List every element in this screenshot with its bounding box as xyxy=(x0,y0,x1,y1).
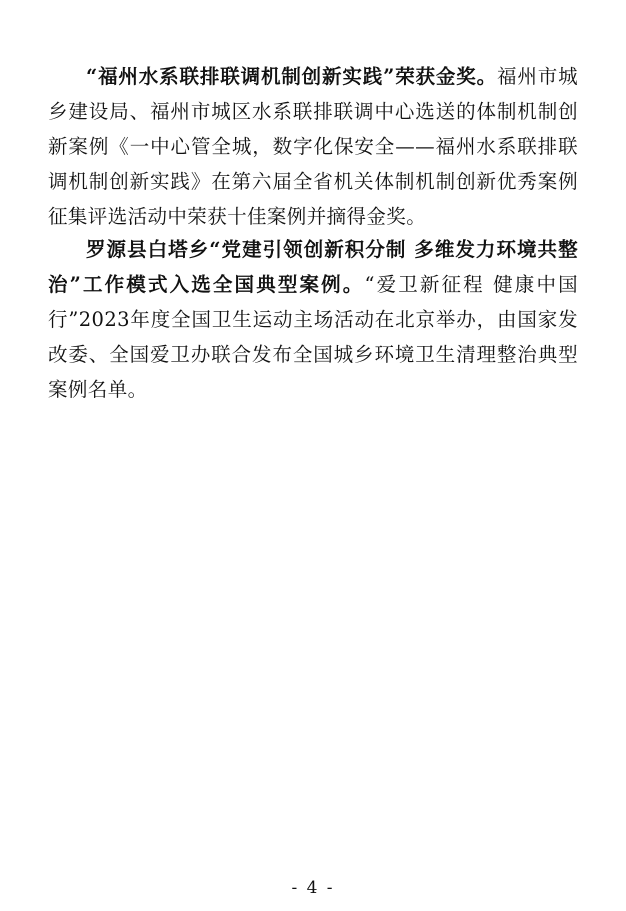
paragraph-heading: 罗源县白塔乡“党建引领创新积分制 多维发力环境共整治”工作模式入选全国典型案例。 xyxy=(48,238,578,296)
paragraph-body: 福州市城乡建设局、福州市城区水系联排联调中心选送的体制机制创新案例《一中心管全城，数字化保安全——福州水系联排联调机制创新实践》在第六届全省机关体制机制创新优秀案例征集评选活动中荣获十佳案例并摘得金奖。 xyxy=(48,65,578,228)
page-number: - 4 - xyxy=(291,878,335,898)
paragraph-heading: “福州水系联排联调机制创新实践”荣获金奖。 xyxy=(86,65,497,88)
paragraph-body: “爱卫新征程 健康中国行”2023年度全国卫生运动主场活动在北京举办，由国家发改委、全国爱卫办联合发布全国城乡环境卫生清理整治典型案例名单。 xyxy=(48,273,579,401)
paragraph-fuzhou-water-system-award xyxy=(48,59,578,234)
paragraph-luoyuan-baita-typical-case xyxy=(48,232,578,407)
